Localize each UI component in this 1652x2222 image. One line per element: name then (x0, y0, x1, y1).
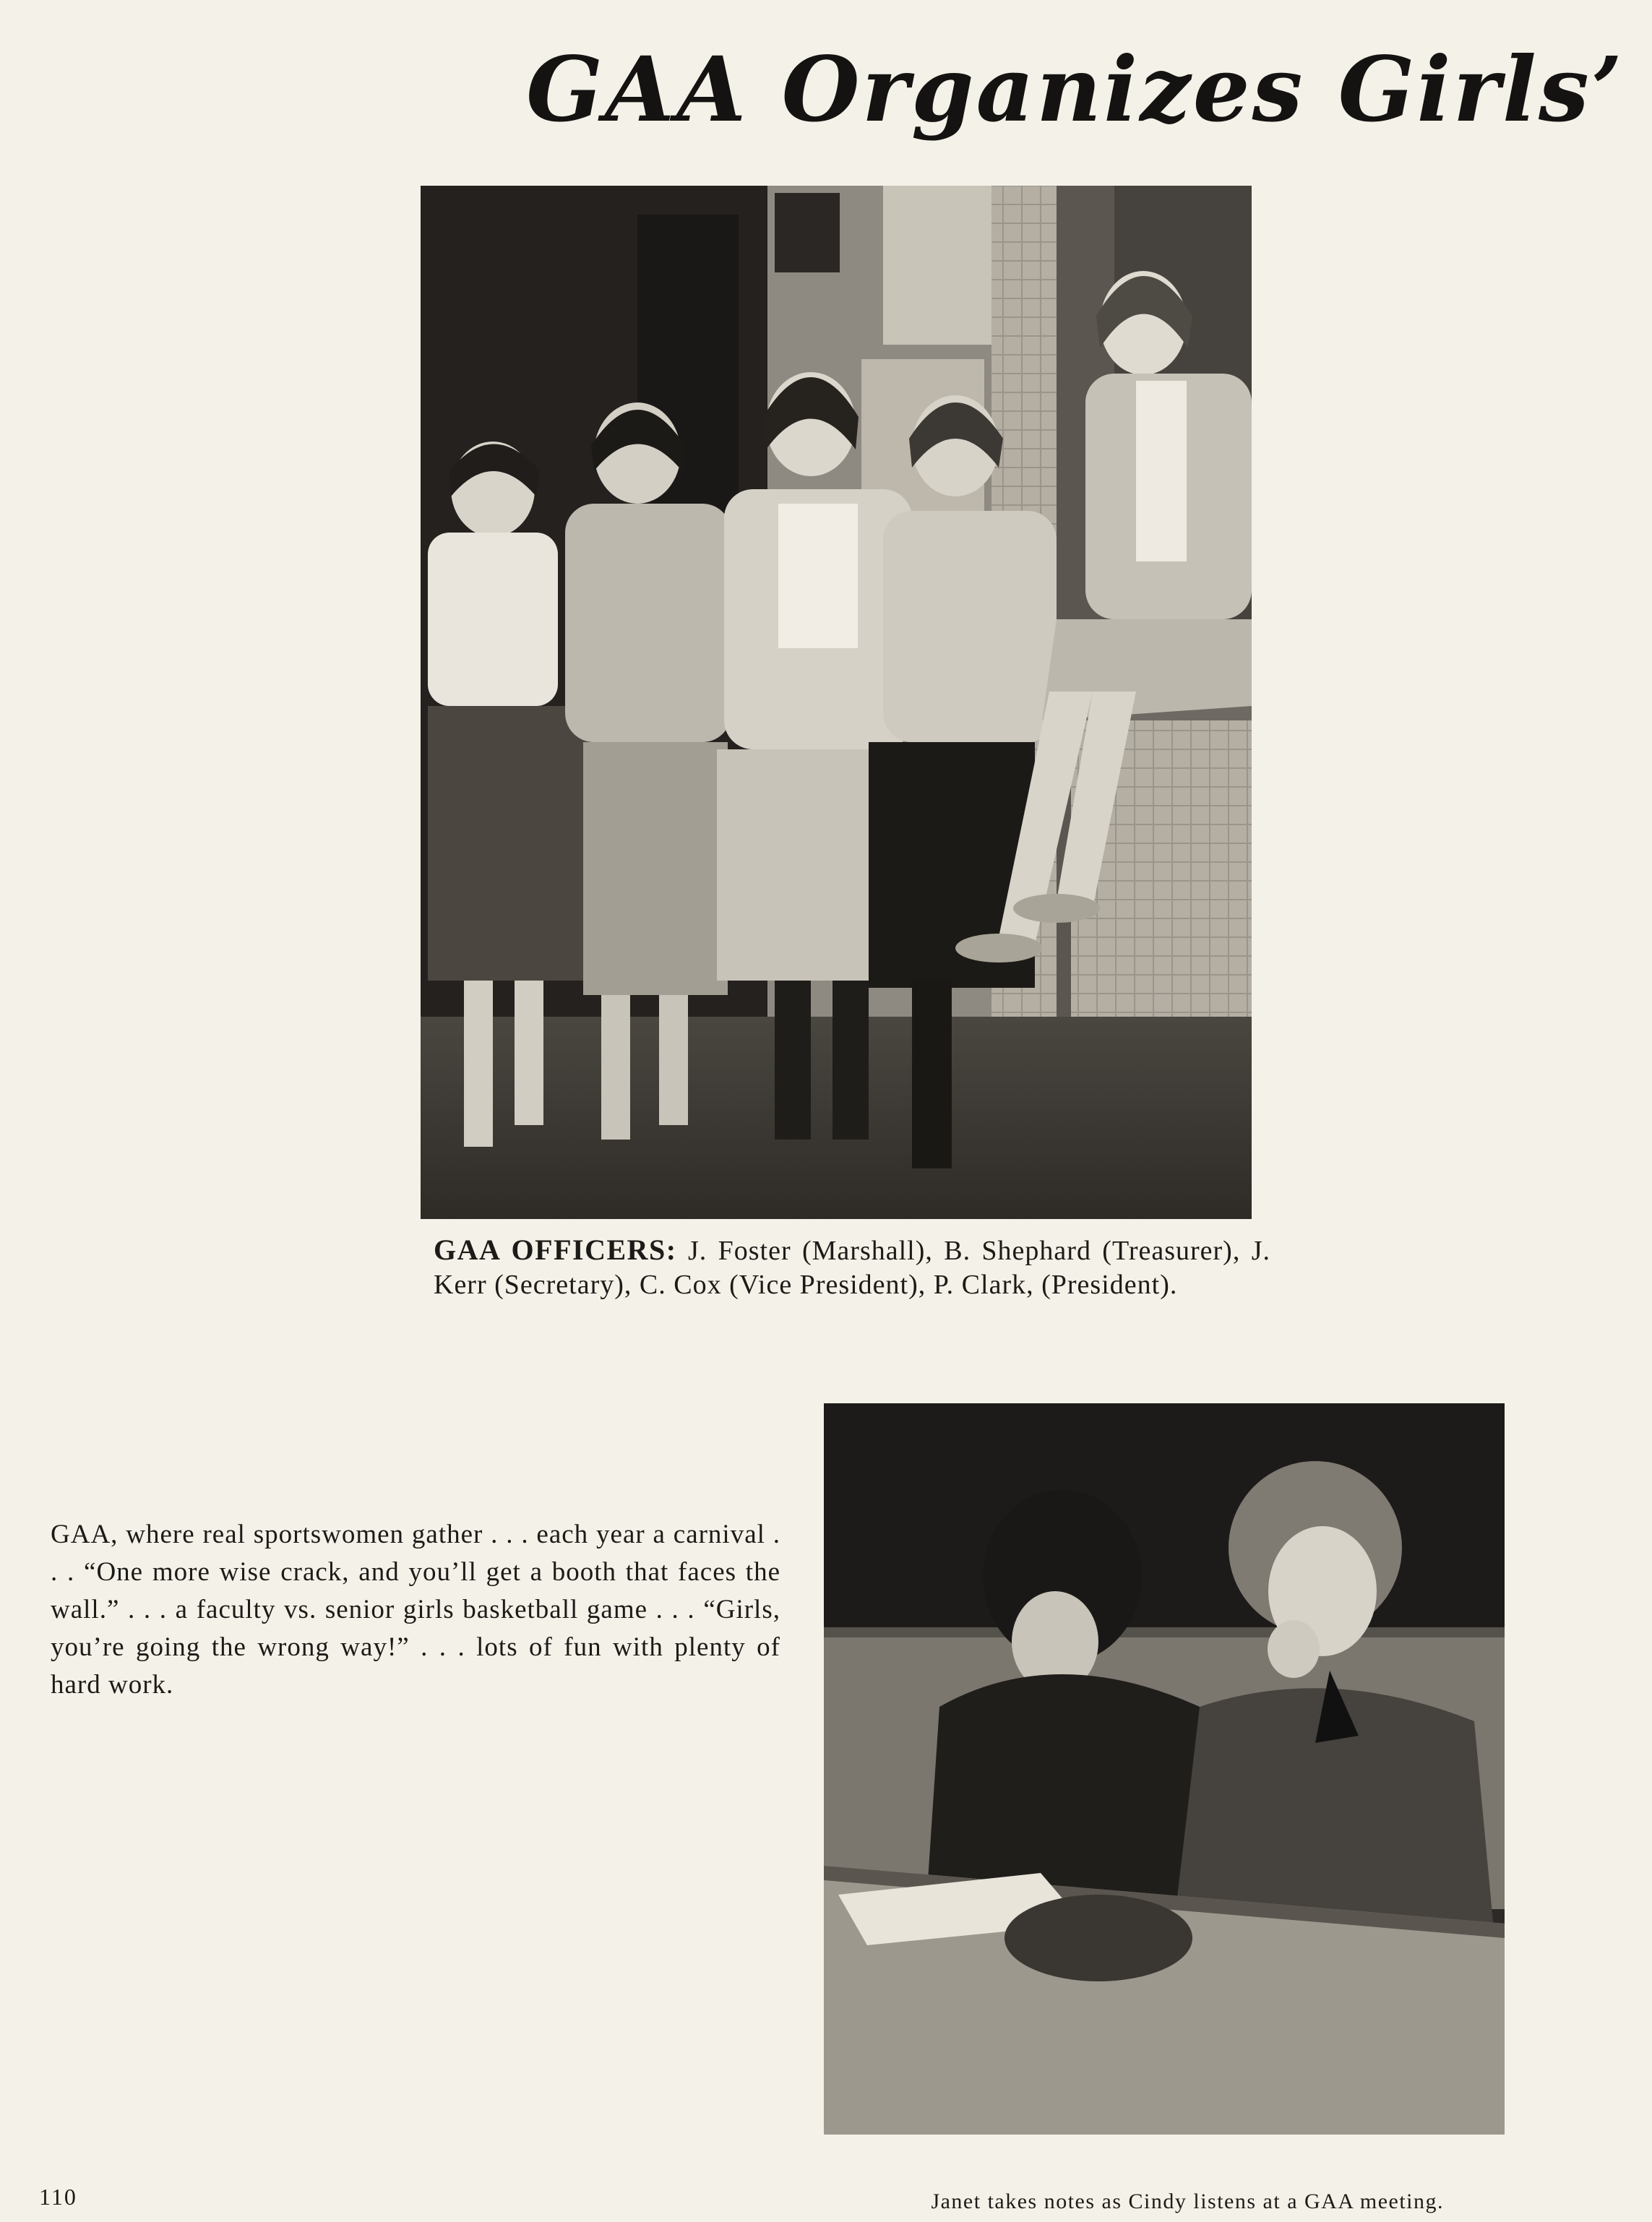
officers-caption (434, 1233, 1270, 1302)
officers-caption-text: J. Foster (Marshall), B. Shephard (Treasurer), J. Kerr (Secretary), C. Cox (Vice President), P. Clark, (President). (434, 1236, 1270, 1300)
meeting-photo (824, 1403, 1505, 2135)
officers-photo-illustration (421, 186, 1252, 1219)
officers-caption-lead: GAA OFFICERS: (434, 1233, 677, 1266)
page-title: GAA Organizes Girls’ (526, 38, 1625, 142)
page-number: 110 (39, 2184, 77, 2210)
meeting-photo-illustration (824, 1403, 1505, 2135)
officers-photo (421, 186, 1252, 1219)
meeting-caption: Janet takes notes as Cindy listens at a GAA meeting. (931, 2189, 1444, 2213)
body-copy: GAA, where real sportswomen gather . . . each year a carnival . . . “One more wise crack, and you’ll get a booth that faces the wall.” . . . a faculty vs. senior girls basketball game . . . “Girls, you’re going the wrong way!” . . . lots of fun with plenty of hard work. (51, 1520, 780, 1700)
